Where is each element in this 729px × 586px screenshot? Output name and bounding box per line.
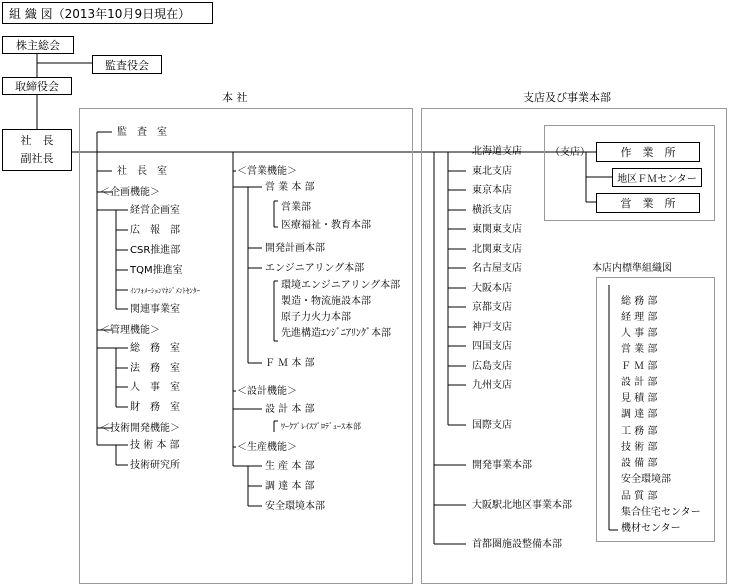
branch-item: 神戸支店 [472, 322, 512, 333]
planning-item: TQM推進室 [130, 265, 183, 276]
tech-item: 技術研究所 [130, 460, 180, 471]
branch-item: 横浜支店 [472, 205, 512, 216]
planning-item: 経営企画室 [130, 205, 180, 216]
standard-item: 機材センター [621, 523, 681, 534]
intl-branch: 国際支店 [472, 420, 512, 431]
production-item: 生 産 本 部 [265, 461, 315, 472]
admin-item: 総 務 室 [130, 343, 180, 354]
fm-hq: Ｆ Ｍ 本 部 [265, 358, 315, 369]
sales-header: ＜営業機能＞ [237, 166, 297, 177]
sales-sub-item: 営業部 [281, 202, 311, 213]
branch-unit-box: 作 業 所 [596, 142, 700, 162]
design-hq: 設 計 本 部 [265, 404, 315, 415]
honsha-header: 本 社 [222, 91, 248, 104]
eng-sub-item: 環境エンジニアリング本部 [281, 280, 401, 291]
branches-header: 支店及び事業本部 [523, 91, 611, 104]
planning-item: 広 報 部 [130, 225, 180, 236]
standard-item: 人 事 部 [621, 328, 658, 339]
planning-item: 関連事業室 [130, 304, 180, 315]
production-item: 調 達 本 部 [265, 481, 315, 492]
production-item: 安全環境本部 [265, 501, 325, 512]
branch-item: 四国支店 [472, 341, 512, 352]
business-hq-item: 首都圏施設整備本部 [472, 539, 562, 550]
sales-sub-item: 医療福祉・教育本部 [281, 220, 371, 231]
branch-unit-box: 営 業 所 [596, 193, 700, 213]
standard-item: 調 達 部 [621, 409, 658, 420]
standard-item: 品 質 部 [621, 491, 658, 502]
president-box [2, 129, 72, 171]
standard-item: 集合住宅センター [621, 507, 701, 518]
standard-header: 本店内標準組織図 [592, 263, 672, 274]
tech-header: ＜技術開発機能＞ [100, 423, 180, 434]
branch-item: 京都支店 [472, 302, 512, 313]
branch-item: 東北支店 [472, 166, 512, 177]
president-label: 社 長 [20, 134, 54, 147]
branch-item: 大阪本店 [472, 283, 512, 294]
branch-item: 名古屋支店 [472, 263, 522, 274]
standard-item: 安全環境部 [621, 474, 671, 485]
standard-item: Ｆ Ｍ 部 [621, 361, 658, 372]
branch-item: 北海道支店 [472, 146, 522, 157]
planning-item: ｲﾝﾌｫﾒｰｼｮﾝﾏﾈｼﾞﾒﾝﾄｾﾝﾀｰ [130, 287, 200, 295]
eng-hq: エンジニアリング本部 [265, 263, 365, 274]
standard-item: 営 業 部 [621, 344, 658, 355]
standard-item: 工 務 部 [621, 426, 658, 437]
standard-item: 経 理 部 [621, 312, 658, 323]
page-title: 組 織 図（2013年10月9日現在） [2, 2, 213, 24]
standard-item: 設 計 部 [621, 377, 658, 388]
design-sub-item: ﾜｰｸﾌﾟﾚｲｽﾌﾟﾛﾃﾞｭｰｽ本部 [281, 422, 361, 431]
shareholders-box: 株主総会 [2, 36, 74, 54]
eng-sub-item: 先進構造ｴﾝｼﾞﾆｱﾘﾝｸﾞ本部 [281, 328, 391, 339]
standard-item: 技 術 部 [621, 442, 658, 453]
vice-president-label: 副社長 [20, 152, 54, 165]
branch-unit-box: 地区ＦＭセンター [612, 168, 702, 187]
auditors-box: 監査役会 [92, 55, 162, 74]
production-header: ＜生産機能＞ [237, 442, 297, 453]
eng-sub-item: 原子力火力本部 [281, 312, 351, 323]
tech-item: 技 術 本 部 [130, 440, 180, 451]
standard-item: 設 備 部 [621, 458, 658, 469]
board-box: 取締役会 [2, 77, 72, 95]
branch-item: 東関東支店 [472, 224, 522, 235]
design-header: ＜設計機能＞ [237, 386, 297, 397]
admin-item: 財 務 室 [130, 402, 180, 413]
branch-item: 北関東支店 [472, 244, 522, 255]
admin-header: ＜管理機能＞ [100, 325, 160, 336]
planning-item: CSR推進部 [130, 245, 181, 256]
standard-item: 総 務 部 [621, 296, 658, 307]
planning-header: ＜企画機能＞ [100, 187, 160, 198]
branch-item: 東京本店 [472, 185, 512, 196]
business-hq-item: 大阪駅北地区事業本部 [472, 500, 572, 511]
branch-item: 広島支店 [472, 361, 512, 372]
business-hq-item: 開発事業本部 [472, 460, 532, 471]
admin-item: 人 事 室 [130, 382, 180, 393]
dev-plan-hq: 開発計画本部 [265, 243, 325, 254]
branch-units-label: （支店） [550, 147, 590, 158]
branch-item: 九州支店 [472, 380, 512, 391]
president-office: 社 長 室 [117, 166, 167, 177]
sales-hq: 営 業 本 部 [265, 182, 315, 193]
admin-item: 法 務 室 [130, 363, 180, 374]
standard-item: 見 積 部 [621, 393, 658, 404]
audit-office: 監 査 室 [117, 127, 167, 138]
eng-sub-item: 製造・物流施設本部 [281, 296, 371, 307]
